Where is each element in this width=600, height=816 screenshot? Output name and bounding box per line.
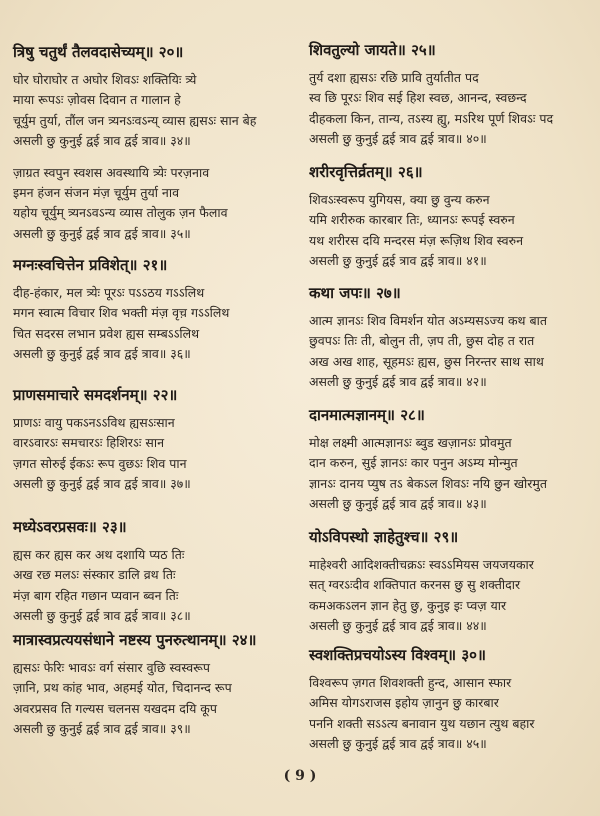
verse-line: दीहकला किन, तान्य, तऽस्य ह्यु, मऽरिथ पूर्ण शिवऽः पद <box>309 110 554 126</box>
verse-line: मगन स्वात्म विचार शिव भक्ती मंज़ वृच़ गऽऽलिथ <box>13 305 230 321</box>
verse-line: ज्ञानऽः दानय प्युष तऽ बेकऽल शिवऽः नयि छुन खोरमुत <box>309 475 548 491</box>
sutra-section <box>13 382 298 495</box>
sutra-heading: कथा जपः॥ २७॥ <box>309 284 401 302</box>
verse-line: असली छु कुनुई द्वई त्राव द्वई त्राव॥ ३९॥ <box>13 721 191 737</box>
verse-line: असली छु कुनुई द्वई त्राव द्वई त्राव॥ ४१॥ <box>309 253 487 269</box>
verse-paragraph <box>309 68 594 150</box>
verse-line: स्व छि पूरऽः शिव सई हिश स्वछ, आनन्द, स्वछन्द <box>309 90 527 106</box>
verse-paragraph <box>309 190 594 272</box>
verse-line: असली छु कुनुई द्वई त्राव द्वई त्राव॥ ३६॥ <box>13 346 191 362</box>
verse-paragraph <box>13 163 298 245</box>
verse-line: तुर्य दशा ह्यसऽः रछि प्रावि तुर्यातीत पद <box>309 70 479 85</box>
verse-paragraph <box>309 311 594 393</box>
verse-line: ह्यसऽः फेरिः भावऽः वर्ग संसार वुछि स्वस्वरूप <box>13 660 210 675</box>
verse-line: अमिस योगऽराजस इहोय ज़ानुन छु कारबार <box>309 695 499 711</box>
verse-line: अख रछ मलऽः संस्कार डालि व्रथ तिः <box>13 567 176 583</box>
sutra-heading: त्रिषु चतुर्थं तैलवदासेच्यम्॥ २०॥ <box>13 43 184 61</box>
verse-line: दीह-हंकार, मल त्र्येः पूरऽः पऽऽठय गऽऽलिथ <box>13 285 205 300</box>
sutra-heading: स्वशक्तिप्रचयोऽस्य विश्वम्॥ ३०॥ <box>309 646 486 664</box>
sutra-section <box>309 280 594 393</box>
sutra-heading: शरीरवृत्तिर्व्रतम्॥ २६॥ <box>309 163 423 181</box>
verse-line: चित सदरस लभान प्रवेश ह्यस सम्बऽऽलिथ <box>13 325 200 341</box>
sutra-section <box>309 642 594 755</box>
verse-line: ज़गत सोरुई ईकऽः रूप वुछऽः शिव पान <box>13 455 187 471</box>
verse-line: अख अख शाह, सूहमऽः ह्यस, छुस निरन्तर साथ साथ <box>309 353 544 369</box>
verse-line: ह्यस कर ह्यस कर अथ दशायि प्यठ तिः <box>13 547 185 562</box>
verse-line: छुवपऽः तिः ती, बोलुन ती, ज़प ती, छुस दोह त रात <box>309 333 535 349</box>
verse-line: अवरप्रसव ति गल्यस चलनस यखदम दयि कूप <box>13 700 217 716</box>
verse-line: पननि शक्ती सऽऽत्य बनावान युथ यछान त्युथ बहार <box>309 715 535 731</box>
verse-line: यमि शरीरुक कारबार तिः, ध्यानऽः रूपई स्वरुन <box>309 212 515 228</box>
verse-line: यहोय चूर्युम् त्र्यनऽवऽन्य व्यास तोलुक ज़न फैलाव <box>13 205 228 221</box>
verse-line: असली छु कुनुई द्वई त्राव द्वई त्राव॥ ३४॥ <box>13 133 191 149</box>
verse-line: शिवऽःस्वरूप युगियस, क्या छु वुन्य करुन <box>309 192 490 207</box>
verse-line: असली छु कुनुई द्वई त्राव द्वई त्राव॥ ४२॥ <box>309 374 487 390</box>
sutra-heading: मात्रास्वप्रत्ययसंधाने नष्टस्य पुनरुत्थानम्॥ २४॥ <box>13 631 257 649</box>
verse-paragraph <box>309 433 594 515</box>
verse-line: असली छु कुनुई द्वई त्राव द्वई त्राव॥ ३५॥ <box>13 225 191 241</box>
verse-line: असली छु कुनुई द्वई त्राव द्वई त्राव॥ ४०॥ <box>309 131 487 147</box>
verse-paragraph <box>13 413 298 495</box>
sutra-section <box>309 159 594 272</box>
verse-paragraph <box>13 545 298 627</box>
verse-line: आत्म ज्ञानऽः शिव विमर्शन योत अऽम्यसऽज्य कथ बात <box>309 313 548 328</box>
verse-line: मोक्ष लक्ष्मी आत्मज्ञानऽः ब्वुड खज़ानऽः प्रोवमुत <box>309 435 512 450</box>
sutra-heading: मग्नःस्वचित्तेन प्रविशेत्॥ २१॥ <box>13 256 168 274</box>
page-number: ( 9 ) <box>283 768 317 784</box>
verse-line: ज़ाग्रत स्वपुन स्वशस अवस्थायि त्र्येः परज़नाव <box>13 164 210 180</box>
sutra-section <box>309 402 594 515</box>
sutra-section <box>13 514 298 627</box>
verse-paragraph <box>13 658 298 740</box>
sutra-heading: योऽविपस्थो ज्ञाहेतुश्च॥ २९॥ <box>309 528 459 546</box>
verse-line: सत् ग्वरऽःदीव शक्तिपात करनस छु सु शक्तीदार <box>309 577 521 593</box>
sutra-section <box>13 252 298 365</box>
sutra-heading: मध्येऽवरप्रसवः॥ २३॥ <box>13 518 127 536</box>
verse-line: मंज़ बाग रहित गछान प्यवान ब्वन तिः <box>13 587 179 603</box>
sutra-section <box>13 39 298 244</box>
verse-line: असली छु कुनुई द्वई त्राव द्वई त्राव॥ ४४॥ <box>309 618 487 634</box>
sutra-heading: दानमात्मज्ञानम्॥ २८॥ <box>309 406 425 424</box>
verse-line: यथ शरीरस दयि मन्दरस मंज़ रूज़िथ शिव स्वरुन <box>309 232 524 248</box>
verse-line: असली छु कुनुई द्वई त्राव द्वई त्राव॥ ४३॥ <box>309 496 487 512</box>
verse-line: प्राणऽः वायु पकऽनऽऽविथ ह्यसऽःसान <box>13 415 175 430</box>
verse-paragraph <box>309 555 594 637</box>
verse-line: कमअकऽलन ज्ञान हेतु छु, कुनुइ इः प्वज़ यार <box>309 597 507 613</box>
verse-line: घोर घोराघोर त अघोर शिवऽः शक्तियिः त्र्ये <box>13 72 197 87</box>
verse-line: माया रूपऽः ज़ोवस दिवान त गालान हे <box>13 92 181 108</box>
sutra-section <box>309 524 594 637</box>
sutra-heading: प्राणसमाचारे समदर्शनम्॥ २२॥ <box>13 386 178 404</box>
verse-line: असली छु कुनुई द्वई त्राव द्वई त्राव॥ ४५॥ <box>309 736 487 752</box>
verse-line: चूर्युम तुर्या, तौंल जन त्र्यनऽःवऽन्य् व्यास ह्यसऽः सान बेह <box>13 112 257 128</box>
verse-line: ज़ानि, प्रथ कांह भाव, अहमई योत, चिदानन्द रूप <box>13 680 232 696</box>
sutra-heading: शिवतुल्यो जायते॥ २५॥ <box>309 41 436 59</box>
verse-line: वारऽवारऽः समचारऽः हिशिरऽः सान <box>13 435 165 451</box>
sutra-section <box>309 37 594 150</box>
verse-line: असली छु कुनुई द्वई त्राव द्वई त्राव॥ ३८॥ <box>13 608 191 624</box>
verse-line: विश्वरूप ज़गत शिवशक्ती हुन्द, आसान स्फार <box>309 675 512 690</box>
verse-paragraph <box>13 283 298 365</box>
verse-paragraph <box>309 673 594 755</box>
verse-line: असली छु कुनुई द्वई त्राव द्वई त्राव॥ ३७॥ <box>13 476 191 492</box>
verse-line: माहेश्वरी आदिशक्तीचक्रऽः स्वऽऽमियस जयजयकार <box>309 557 534 572</box>
verse-paragraph <box>13 70 298 152</box>
verse-line: दान करुन, सुई ज्ञानऽः कार पनुन अऽम्य मोन्मुत <box>309 455 518 471</box>
sutra-section <box>13 627 298 740</box>
verse-line: इमन हंजन संजन मंज़ चूर्युम तुर्या नाव <box>13 184 180 200</box>
